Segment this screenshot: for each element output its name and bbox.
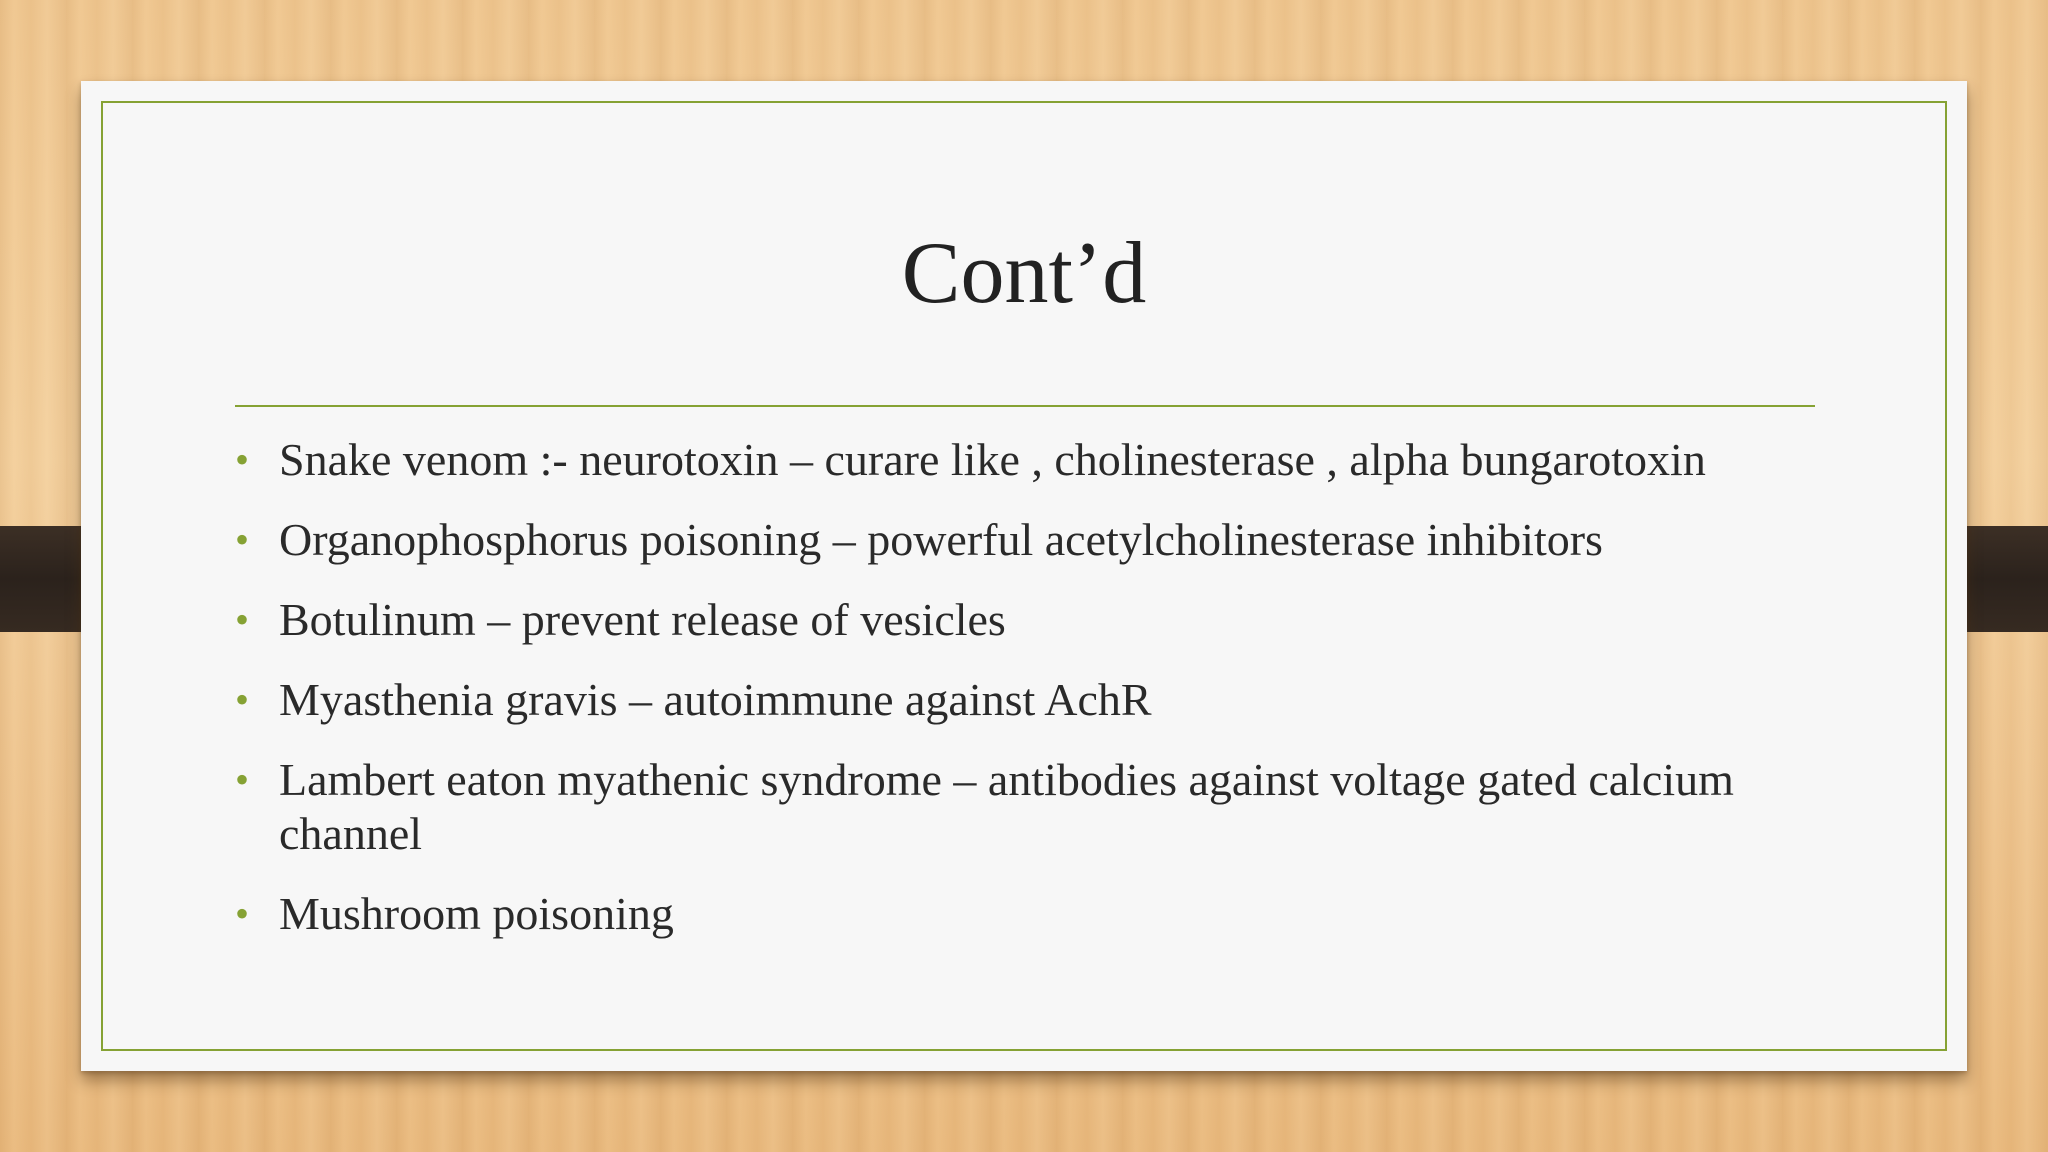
bullet-text: Myasthenia gravis – autoimmune against AchR	[279, 674, 1152, 725]
bullet-list	[235, 433, 1835, 967]
bullet-item	[235, 433, 1835, 487]
bullet-item	[235, 753, 1835, 861]
bullet-dot-icon: •	[235, 437, 250, 482]
bullet-dot-icon: •	[235, 517, 250, 562]
slide-title: Cont’d	[901, 225, 1147, 322]
bullet-dot-icon: •	[235, 597, 250, 642]
bullet-text: Snake venom :- neurotoxin – curare like , cholinesterase , alpha bungarotoxin	[279, 434, 1706, 485]
bullet-text: Organophosphorus poisoning – powerful acetylcholinesterase inhibitors	[279, 514, 1603, 565]
bullet-item	[235, 887, 1835, 941]
bullet-dot-icon: •	[235, 757, 250, 802]
bullet-text: Botulinum – prevent release of vesicles	[279, 594, 1006, 645]
slide	[81, 81, 1967, 1071]
bullet-text: Mushroom poisoning	[279, 888, 674, 939]
bullet-item	[235, 513, 1835, 567]
bullet-dot-icon: •	[235, 891, 250, 936]
title-divider	[235, 405, 1815, 407]
bullet-dot-icon: •	[235, 677, 250, 722]
bullet-text: Lambert eaton myathenic syndrome – antibodies against voltage gated calcium channel	[279, 754, 1734, 859]
bullet-item	[235, 673, 1835, 727]
bullet-item	[235, 593, 1835, 647]
